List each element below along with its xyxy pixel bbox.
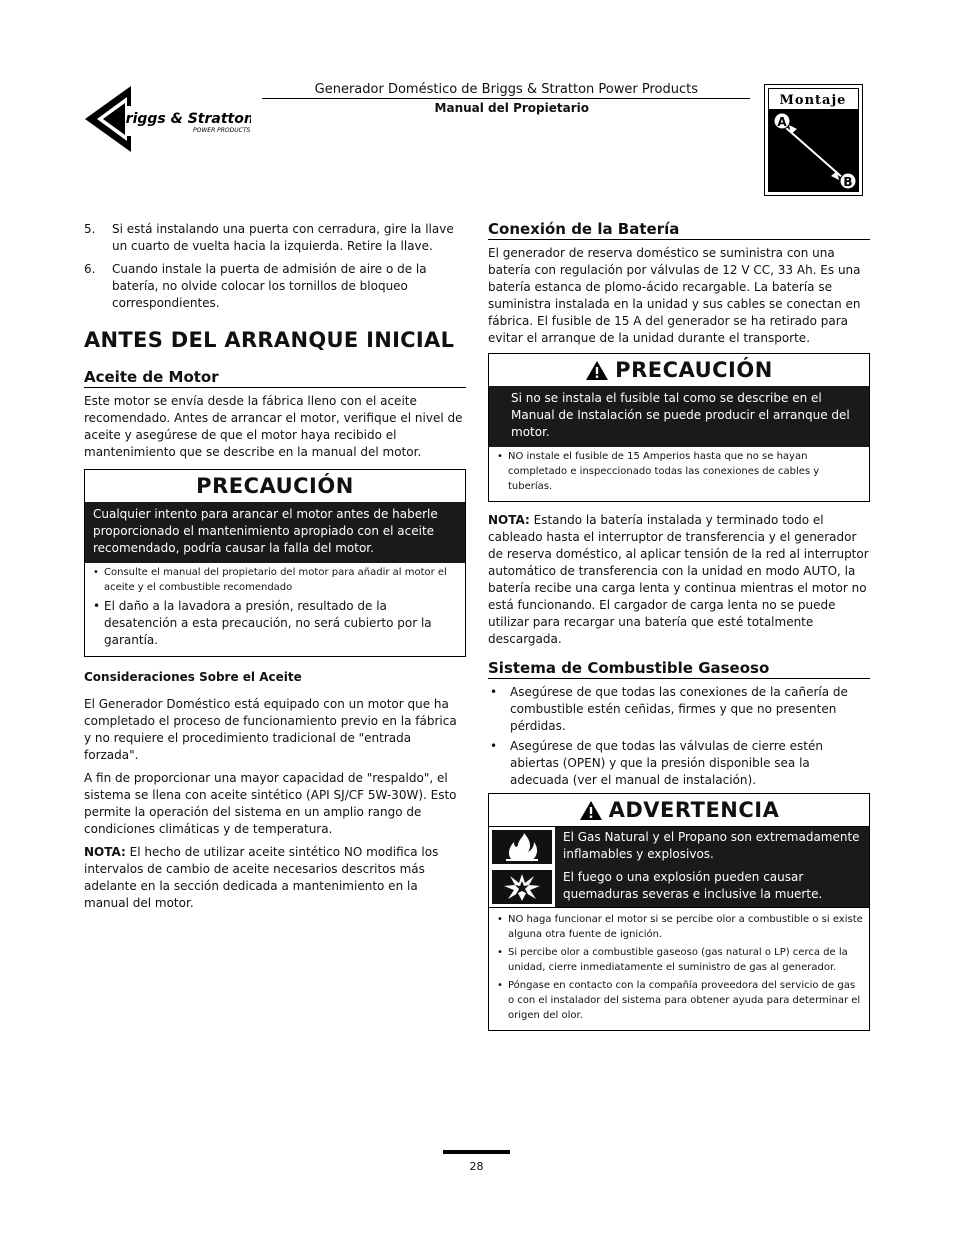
right-column <box>488 221 870 1041</box>
briggs-stratton-logo <box>83 84 251 154</box>
explosion-icon <box>502 872 542 902</box>
note: NOTA: El hecho de utilizar aceite sintético NO modifica los intervalos de cambio de aceite necesarios descritos más adelante en la sección dedicada a mantenimiento en la manual del motor. <box>84 845 439 910</box>
considerations-heading: Consideraciones Sobre el Aceite <box>84 670 302 684</box>
hazard-text: El fuego o una explosión pueden causar quemaduras severas e inclusive la muerte. <box>555 867 869 907</box>
page-number-bar <box>443 1150 510 1154</box>
document-subtitle: Manual del Propietario <box>434 101 589 115</box>
list-item: • NO haga funcionar el motor si se percibe olor a combustible o si existe alguna otra fuente de ignición. <box>493 912 863 942</box>
section-title: ANTES DEL ARRANQUE INICIAL <box>84 328 455 352</box>
warning-triangle-icon <box>585 360 609 381</box>
list-item: • Asegúrese de que todas las válvulas de cierre estén abiertas (OPEN) y que la presión disponible sea la adecuada (ver el manual de instalación). <box>488 738 870 789</box>
montaje-badge <box>764 84 863 196</box>
list-item: • Asegúrese de que todas las conexiones de la cañería de combustible estén ceñidas, firmes y que no presenten pérdidas. <box>488 684 870 735</box>
caution-box <box>84 469 466 657</box>
warning-title-row <box>489 794 869 826</box>
montaje-label: Montaje <box>779 93 847 108</box>
caution-title: PRECAUCIÓN <box>196 473 354 498</box>
warning-items <box>489 907 869 1030</box>
montaje-diagram <box>769 89 858 191</box>
list-item: 6. Cuando instale la puerta de admisión de aire o de la batería, no olvide colocar los tornillos de bloqueo correspondientes. <box>84 262 427 310</box>
caution-box <box>488 353 870 502</box>
warning-box <box>488 793 870 1031</box>
caution-message: Si no se instala el fusible tal como se describe en el Manual de Instalación se puede producir el arranque del motor. <box>489 386 869 447</box>
note-label: NOTA: <box>84 845 126 859</box>
oil-text: Este motor se envía desde la fábrica lleno con el aceite recomendado. Antes de arrancar el motor, verifique el nivel de aceite y asegúrese de que el motor haya recibido el mantenimiento que se describe en la manual del motor. <box>84 394 463 459</box>
list-item: • Si percibe olor a combustible gaseoso (gas natural o LP) cerca de la unidad, cierre inmediatamente el suministro de gas al generador. <box>493 945 863 975</box>
hazard-row <box>489 826 869 867</box>
header-rule <box>262 98 750 99</box>
list-item: • NO instale el fusible de 15 Amperios hasta que no se hayan completado e inspeccionado todas las conexiones de cables y tuberías. <box>493 449 863 494</box>
warning-triangle-icon <box>579 800 603 821</box>
list-item: • Póngase en contacto con la compañía proveedora del servicio de gas o con el instalador del sistema para obtener ayuda para determinar el origen del olor. <box>493 978 863 1023</box>
warning-title: ADVERTENCIA <box>608 797 780 822</box>
flame-icon <box>502 832 542 862</box>
brand-sub: POWER PRODUCTS <box>193 127 251 134</box>
page-number: 28 <box>469 1160 484 1173</box>
paragraph: A fin de proporcionar una mayor capacidad de "respaldo", el sistema se llena con aceite sintético (API SJ/CF 5W-30W). Esto permite la operación del sistema en un amplio rango de condiciones climáticas y de temperatura. <box>84 771 457 836</box>
caution-message: Cualquier intento para arancar el motor antes de haberle proporcionado el mantenimiento apropiado con el aceite recomendado, podría causar la falla del motor. <box>85 502 465 563</box>
brand-name: Briggs & Stratton <box>115 111 251 127</box>
battery-heading: Conexión de la Batería <box>488 221 870 240</box>
paragraph: El Generador Doméstico está equipado con un motor que ha completado el proceso de funcionamiento previo en la fábrica y no requiere el procedimiento tradicional de "entrada forzada". <box>84 697 457 762</box>
hazard-text: El Gas Natural y el Propano son extremadamente inflamables y explosivos. <box>555 827 869 867</box>
fuel-items <box>488 684 870 789</box>
point-b-label: B <box>843 175 853 189</box>
note-label: NOTA: <box>488 513 530 527</box>
list-item: 5. Si está instalando una puerta con cerradura, gire la llave un cuarto de vuelta hacia la izquierda. Retire la llave. <box>84 222 454 253</box>
caution-items <box>489 447 869 501</box>
caution-title: PRECAUCIÓN <box>615 357 773 382</box>
list-item: • Consulte el manual del propietario del motor para añadir al motor el aceite y el combustible recomendado <box>89 565 459 595</box>
left-column <box>84 221 466 918</box>
install-steps <box>84 221 466 312</box>
document-title: Generador Doméstico de Briggs & Stratton Power Products <box>314 82 698 97</box>
fuel-heading: Sistema de Combustible Gaseoso <box>488 660 870 679</box>
caution-items <box>85 563 465 656</box>
hazard-row <box>489 867 869 907</box>
oil-heading: Aceite de Motor <box>84 369 466 388</box>
note: NOTA: Estando la batería instalada y terminado todo el cableado hasta el interruptor de transferencia y el generador de reserva doméstico, al aplicar tensión de la red al interruptor automático de transferencia con la unidad en modo AUTO, la batería recibe una carga lenta y continua mientras el motor no está funcionando. El cargador de carga lenta no se puede utilizar para recargar una batería que esté totalmente descargada. <box>488 513 869 646</box>
point-a-label: A <box>777 115 787 129</box>
caution-title-row <box>489 354 869 386</box>
battery-text: El generador de reserva doméstico se suministra con una batería con regulación por válvulas de 12 V CC, 33 Ah. Es una batería estanca de plomo-ácido recargable. La batería se suministra instalada en la unidad y sus cables se conectan en fábrica. El fusible de 15 A del generador se ha retirado para evitar el arranque de la unidad durante el transporte. <box>488 246 861 345</box>
list-item: • El daño a la lavadora a presión, resultado de la desatención a esta precaución, no será cubierto por la garantía. <box>89 598 459 649</box>
